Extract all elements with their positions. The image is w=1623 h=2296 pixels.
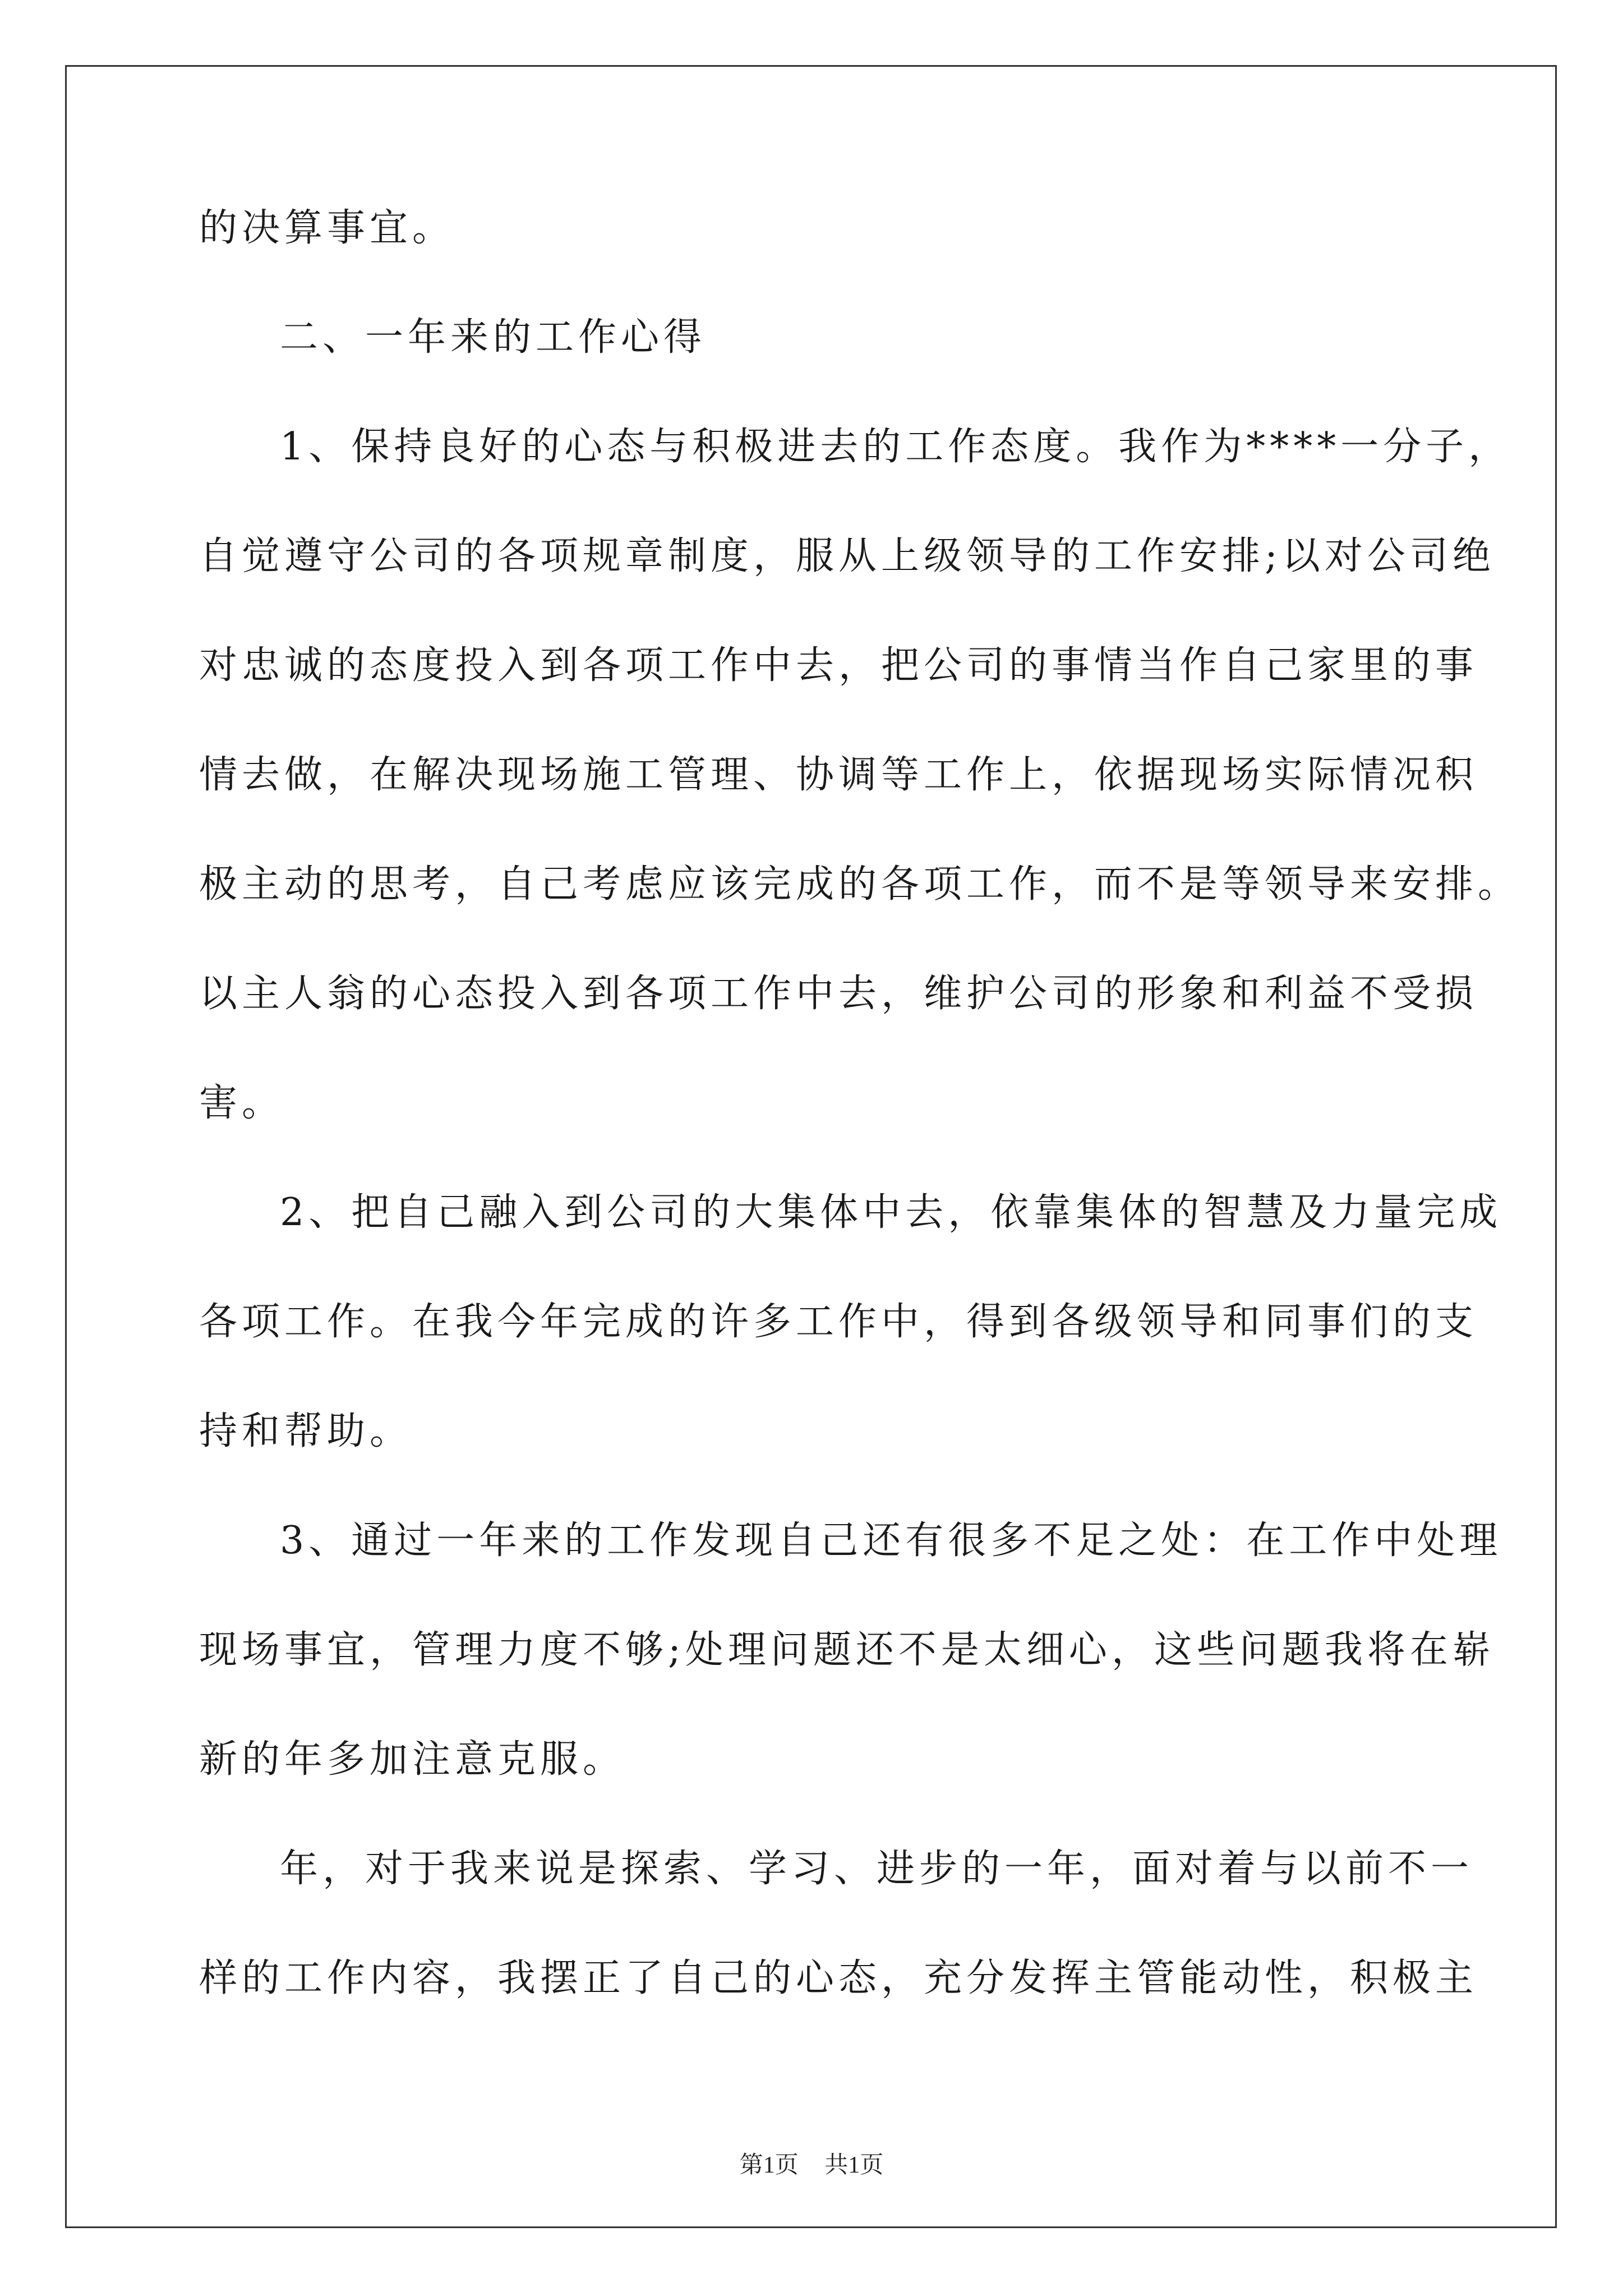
text-line: 各项工作。在我今年完成的许多工作中，得到各级领导和同事们的支 — [199, 1300, 1478, 1344]
text-line: 害。 — [199, 1081, 285, 1125]
page-total: 共1页 — [824, 2152, 884, 2178]
text-line: 极主动的思考，自己考虑应该完成的各项工作，而不是等领导来安排。 — [199, 862, 1521, 907]
text-line: 的决算事宜。 — [199, 206, 455, 250]
text-line: 以主人翁的心态投入到各项工作中去，维护公司的形象和利益不受损 — [199, 972, 1478, 1016]
section-heading: 二、一年来的工作心得 — [280, 315, 707, 360]
text-line: 1、保持良好的心态与积极进去的工作态度。我作为****一分子， — [280, 425, 1511, 469]
text-line: 3、通过一年来的工作发现自己还有很多不足之处：在工作中处理 — [280, 1519, 1502, 1563]
text-line: 年，对于我来说是探索、学习、进步的一年，面对着与以前不一 — [280, 1847, 1474, 1891]
page-number: 第1页 — [739, 2152, 799, 2178]
text-line: 现场事宜，管理力度不够;处理问题还不是太细心，这些问题我将在崭 — [199, 1628, 1495, 1672]
page-border — [65, 65, 1557, 2228]
text-line: 对忠诚的态度投入到各项工作中去，把公司的事情当作自己家里的事 — [199, 643, 1478, 688]
text-line: 持和帮助。 — [199, 1409, 413, 1453]
page-footer — [0, 2148, 1623, 2182]
text-line: 情去做，在解决现场施工管理、协调等工作上，依据现场实际情况积 — [199, 753, 1478, 797]
text-line: 样的工作内容，我摆正了自己的心态，充分发挥主管能动性，积极主 — [199, 1956, 1478, 2000]
text-line: 新的年多加注意克服。 — [199, 1737, 626, 1782]
text-line: 自觉遵守公司的各项规章制度，服从上级领导的工作安排;以对公司绝 — [199, 534, 1495, 578]
text-line: 2、把自己融入到公司的大集体中去，依靠集体的智慧及力量完成 — [280, 1190, 1502, 1235]
